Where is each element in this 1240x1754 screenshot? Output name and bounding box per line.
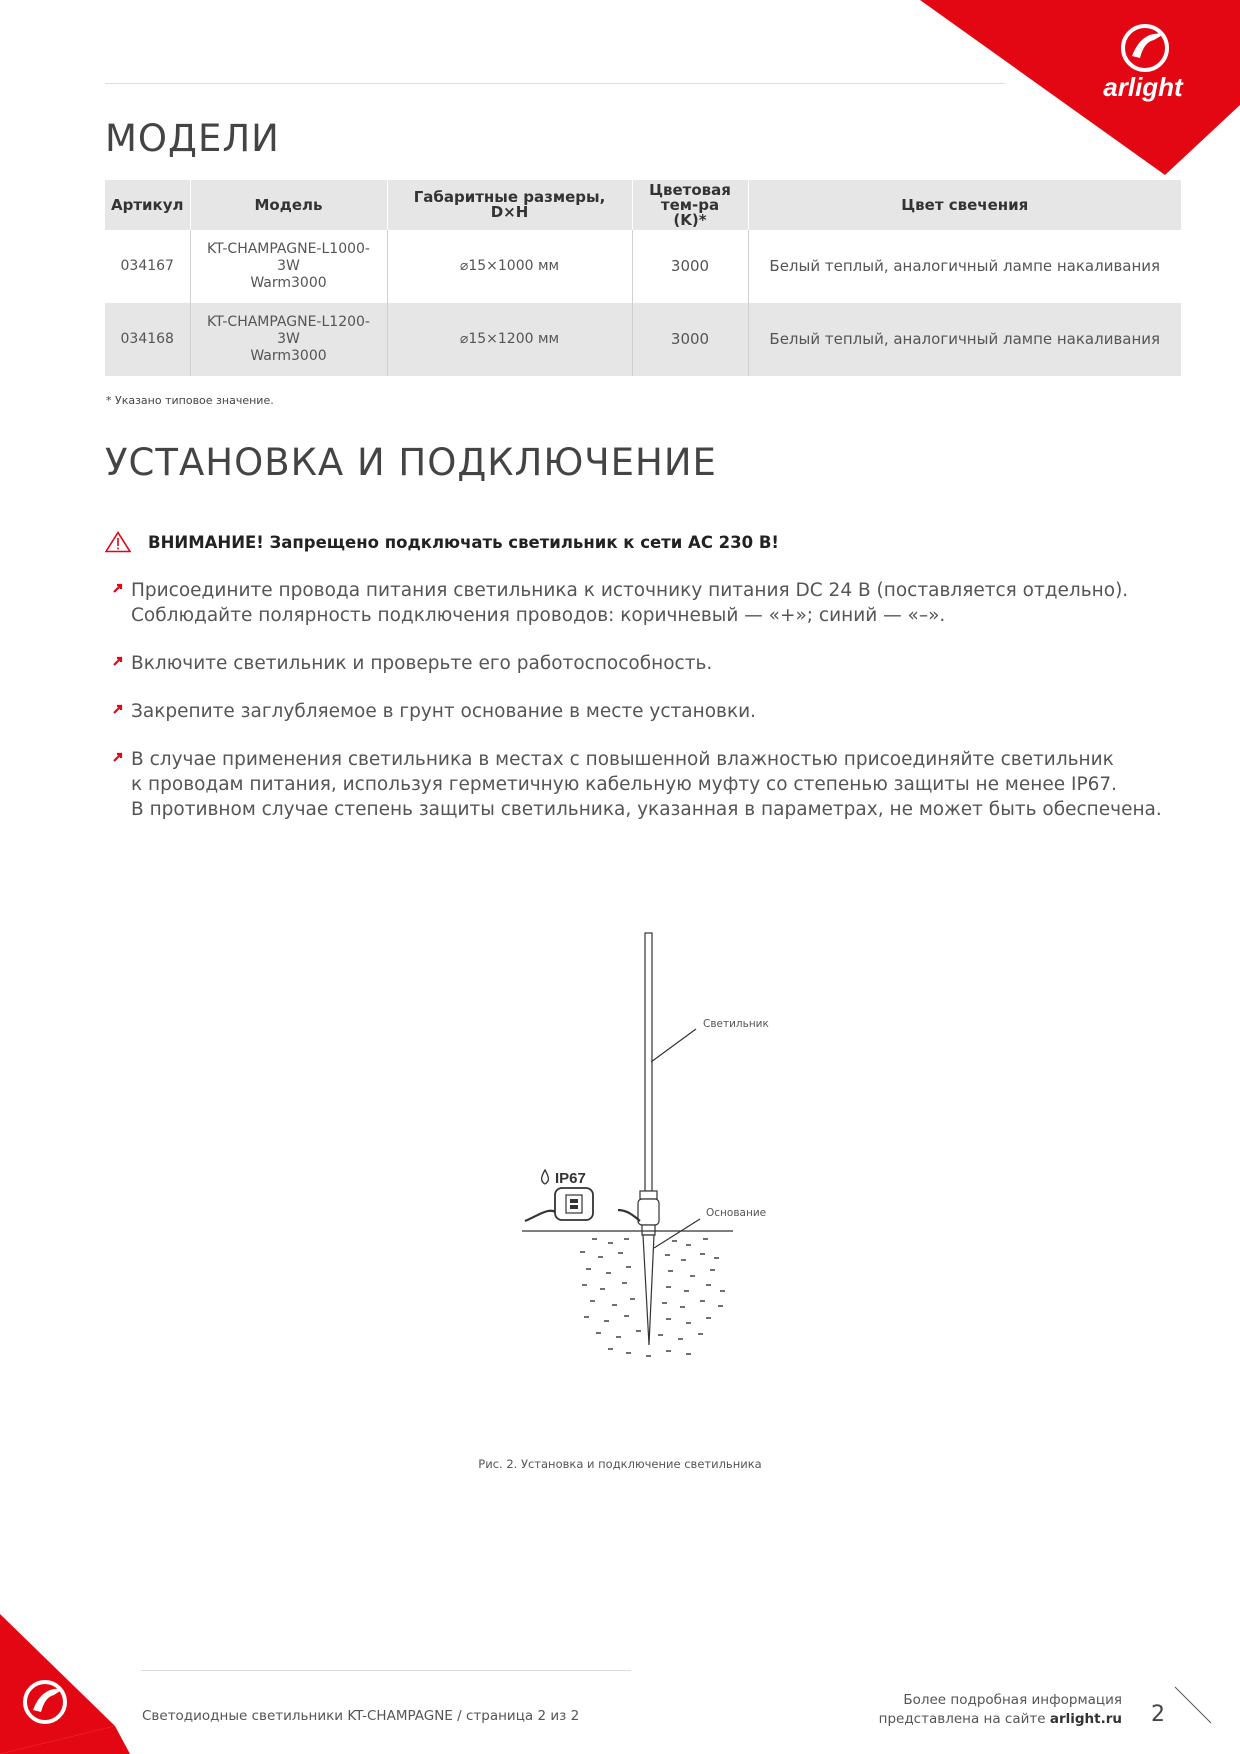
- top-divider: [105, 83, 1005, 84]
- col-sku: Артикул: [105, 180, 190, 230]
- ip-rating-label: IP67: [555, 1170, 586, 1187]
- logo-text: arlight: [1103, 72, 1183, 102]
- col-color: Цвет свечения: [748, 180, 1181, 230]
- step-line: Присоедините провода питания светильника к источнику питания DC 24 В (поставляется отдельно).: [131, 580, 1129, 601]
- lamp-connector: [640, 1191, 657, 1199]
- step-line: к проводам питания, используя герметичную кабельную муфту со степенью защиты не менее IP67.: [131, 774, 1118, 795]
- table-footnote: * Указано типовое значение.: [106, 394, 274, 407]
- footer-more-info: [879, 1691, 1122, 1729]
- cell-temp: 3000: [632, 230, 748, 303]
- footer-info-line: Более подробная информация: [903, 1692, 1122, 1708]
- installation-diagram: [500, 925, 800, 1385]
- cell-color: Белый теплый, аналогичный лампе накаливания: [748, 230, 1181, 303]
- table-row: [105, 303, 1181, 376]
- warning-triangle-icon: [105, 531, 131, 553]
- models-title: МОДЕЛИ: [105, 117, 280, 160]
- col-model: Модель: [190, 180, 387, 230]
- brand-corner-top: [920, 0, 1240, 175]
- cell-model: [190, 230, 387, 303]
- step-line: В случае применения светильника в местах с повышенной влажностью присоединяйте светильник: [131, 749, 1114, 770]
- ground-spike: [643, 1235, 654, 1345]
- col-size: Габаритные размеры, D×H: [387, 180, 632, 230]
- models-table: [105, 180, 1181, 376]
- footer-doc-title: Светодиодные светильники KT-CHAMPAGNE / страница 2 из 2: [142, 1708, 580, 1724]
- base-leader: [654, 1219, 700, 1248]
- base-body: [638, 1199, 659, 1225]
- figure-caption: Рис. 2. Установка и подключение светильника: [478, 1457, 762, 1471]
- cell-size: ⌀15×1200 мм: [387, 303, 632, 376]
- brand-corner-bottom: [0, 1614, 130, 1754]
- install-title: УСТАНОВКА И ПОДКЛЮЧЕНИЕ: [105, 441, 717, 484]
- page-corner-slash: [1173, 1685, 1213, 1725]
- col-temp: [632, 180, 748, 230]
- list-item: [105, 699, 1165, 724]
- cell-size: ⌀15×1000 мм: [387, 230, 632, 303]
- base-label: Основание: [706, 1207, 767, 1219]
- page-number: 2: [1151, 1702, 1165, 1727]
- table-row: [105, 230, 1181, 303]
- red-arrow-bullet-icon: [105, 747, 131, 764]
- table-header-row: [105, 180, 1181, 230]
- footer-info-prefix: представлена на сайте: [878, 1711, 1050, 1727]
- cell-color: Белый теплый, аналогичный лампе накаливания: [748, 303, 1181, 376]
- cell-sku: 034168: [105, 303, 190, 376]
- cell-sku: 034167: [120, 258, 174, 274]
- step-line: Включите светильник и проверьте его работоспособность.: [131, 653, 713, 674]
- warning-text: ВНИМАНИЕ! Запрещено подключать светильник к сети АС 230 В!: [148, 532, 779, 552]
- base-collar: [642, 1225, 655, 1235]
- footer-info-line-2: [879, 1710, 1122, 1729]
- website-link[interactable]: arlight.ru: [1049, 1711, 1122, 1727]
- red-arrow-bullet-icon: [105, 651, 131, 668]
- step-line: Закрепите заглубляемое в грунт основание в месте установки.: [131, 701, 757, 722]
- model-variant: Warm3000: [250, 348, 327, 364]
- water-drop-icon: [542, 1170, 549, 1184]
- list-item: [105, 747, 1165, 822]
- red-arrow-bullet-icon: [105, 578, 131, 595]
- step-line: В противном случае степень защиты светильника, указанная в параметрах, не может быть обеспечена.: [131, 799, 1162, 820]
- model-line: KT-CHAMPAGNE-L1200-3W: [207, 314, 370, 347]
- col-temp-label: Цветовая тем-ра (K)*: [649, 180, 731, 229]
- list-item: [105, 651, 1165, 676]
- model-line: KT-CHAMPAGNE-L1000-3W: [207, 241, 370, 274]
- cable-right: [618, 1210, 640, 1221]
- warning-block: [105, 531, 779, 553]
- model-variant: Warm3000: [250, 275, 327, 291]
- install-steps: [105, 578, 1165, 845]
- lamp-label: Светильник: [703, 1018, 769, 1030]
- red-arrow-bullet-icon: [105, 699, 131, 716]
- list-item: [105, 578, 1165, 628]
- lamp-pole: [645, 933, 652, 1191]
- footer-divider: [141, 1670, 631, 1671]
- cell-temp: 3000: [632, 303, 748, 376]
- cell-model: [190, 303, 387, 376]
- step-line: Соблюдайте полярность подключения проводов: коричневый — «+»; синий — «–».: [131, 605, 946, 626]
- lamp-leader: [651, 1029, 696, 1062]
